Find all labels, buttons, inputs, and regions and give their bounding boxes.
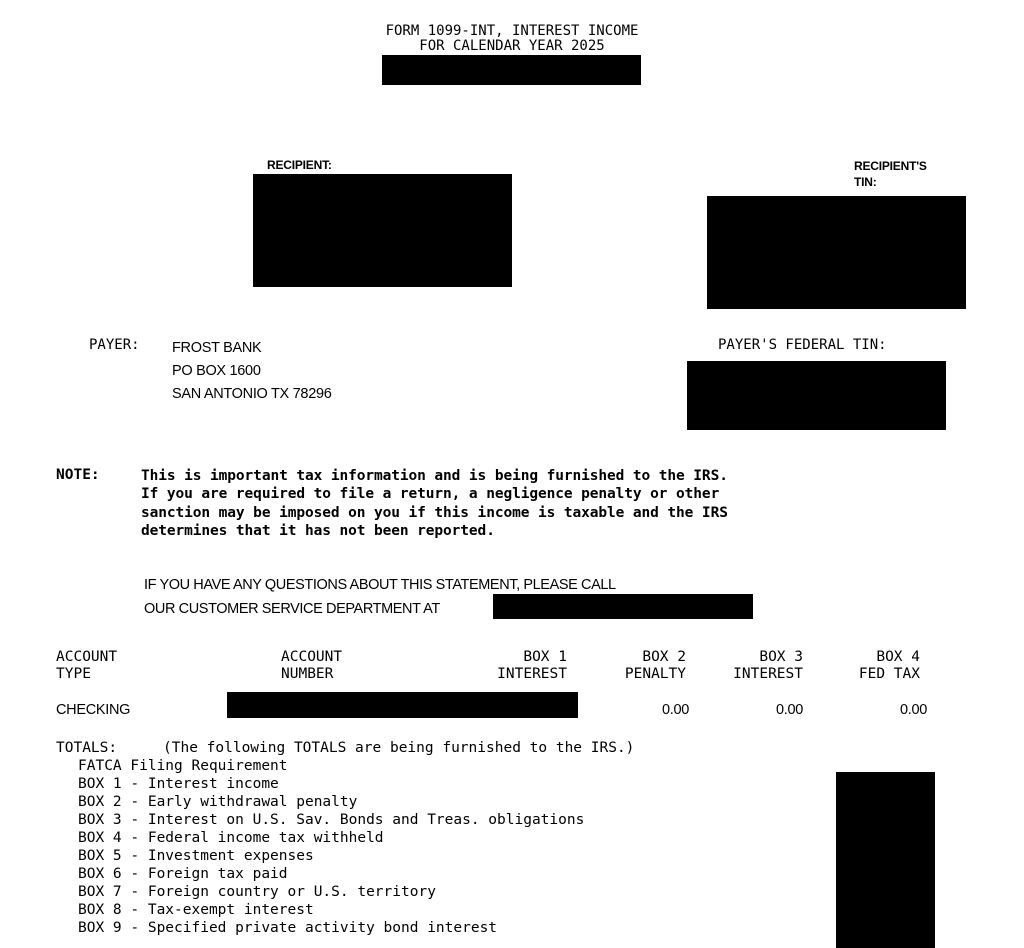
totals-item-box9: BOX 9 - Specified private activity bond interest: [78, 920, 498, 936]
header-account-type: [56, 649, 117, 683]
note-line: sanction may be imposed on you if this income is taxable and the IRS: [141, 504, 728, 521]
totals-item-box8: BOX 8 - Tax-exempt interest: [78, 902, 314, 918]
note-text: [141, 467, 728, 540]
payer-tin-label: PAYER'S FEDERAL TIN:: [718, 337, 887, 353]
recipient-tin-label-line2: TIN:: [854, 175, 877, 189]
contact-line2: OUR CUSTOMER SERVICE DEPARTMENT AT: [144, 601, 440, 617]
header-account-type-line1: ACCOUNT: [56, 649, 118, 665]
header-account-number: [281, 649, 342, 683]
redacted-recipient-address: [253, 174, 512, 287]
payer-address: [172, 337, 331, 406]
redacted-account-number-and-interest: [227, 692, 578, 718]
redacted-payer-name-block: [382, 55, 641, 85]
header-box3-line2: INTEREST: [733, 666, 803, 682]
note-label: NOTE:: [56, 467, 100, 483]
totals-item-box1: BOX 1 - Interest income: [78, 776, 279, 792]
totals-note: (The following TOTALS are being furnished to the IRS.): [163, 740, 635, 756]
header-box1-interest: [467, 649, 567, 683]
header-box4-line1: BOX 4: [876, 649, 920, 665]
note-line: This is important tax information and is being furnished to the IRS.: [141, 468, 728, 484]
form-title: [0, 24, 1024, 54]
header-box4-fed-tax: [830, 649, 920, 683]
header-box2-penalty: [600, 649, 686, 683]
header-box1-line2: INTEREST: [497, 666, 567, 682]
row-account-type: CHECKING: [56, 702, 131, 718]
header-account-type-line2: TYPE: [56, 666, 91, 682]
header-box3-line1: BOX 3: [759, 649, 803, 665]
totals-item-box2: BOX 2 - Early withdrawal penalty: [78, 794, 358, 810]
payer-label: PAYER:: [89, 337, 140, 353]
payer-address-line: FROST BANK: [172, 340, 262, 356]
header-box4-line2: FED TAX: [858, 666, 920, 682]
header-account-number-line1: ACCOUNT: [281, 649, 343, 665]
row-box2-value: 0.00: [661, 702, 689, 718]
payer-address-line: PO BOX 1600: [172, 363, 261, 379]
header-account-number-line2: NUMBER: [281, 666, 334, 682]
row-box4-value: 0.00: [899, 702, 927, 718]
totals-item-box6: BOX 6 - Foreign tax paid: [78, 866, 288, 882]
recipient-tin-label-line1: RECIPIENT'S: [854, 159, 927, 173]
totals-label: TOTALS:: [56, 740, 118, 756]
form-title-line: FORM 1099-INT, INTEREST INCOME: [385, 23, 639, 39]
redacted-recipient-tin: [707, 196, 966, 309]
recipient-label: RECIPIENT:: [267, 158, 332, 172]
redacted-totals-values: [836, 772, 935, 948]
note-line: If you are required to file a return, a negligence penalty or other: [141, 486, 720, 503]
totals-list: [78, 757, 584, 937]
totals-item-box5: BOX 5 - Investment expenses: [78, 848, 314, 864]
totals-item-box4: BOX 4 - Federal income tax withheld: [78, 830, 384, 846]
header-box3-interest: [706, 649, 803, 683]
header-box2-line1: BOX 2: [642, 649, 686, 665]
header-box1-line1: BOX 1: [523, 649, 567, 665]
redacted-phone-number: [493, 594, 753, 619]
redacted-payer-tin: [687, 361, 946, 430]
form-year-line: FOR CALENDAR YEAR 2025: [419, 38, 605, 54]
contact-line1: IF YOU HAVE ANY QUESTIONS ABOUT THIS STATEMENT, PLEASE CALL: [144, 577, 616, 593]
note-line: determines that it has not been reported.: [141, 522, 495, 539]
recipient-tin-label: [854, 158, 927, 190]
totals-item-box7: BOX 7 - Foreign country or U.S. territory: [78, 884, 436, 900]
row-box3-value: 0.00: [775, 702, 803, 718]
totals-item-box3: BOX 3 - Interest on U.S. Sav. Bonds and Treas. obligations: [78, 812, 585, 828]
totals-item-fatca: FATCA Filing Requirement: [78, 758, 288, 774]
header-box2-line2: PENALTY: [624, 666, 686, 682]
payer-address-line: SAN ANTONIO TX 78296: [172, 386, 332, 402]
